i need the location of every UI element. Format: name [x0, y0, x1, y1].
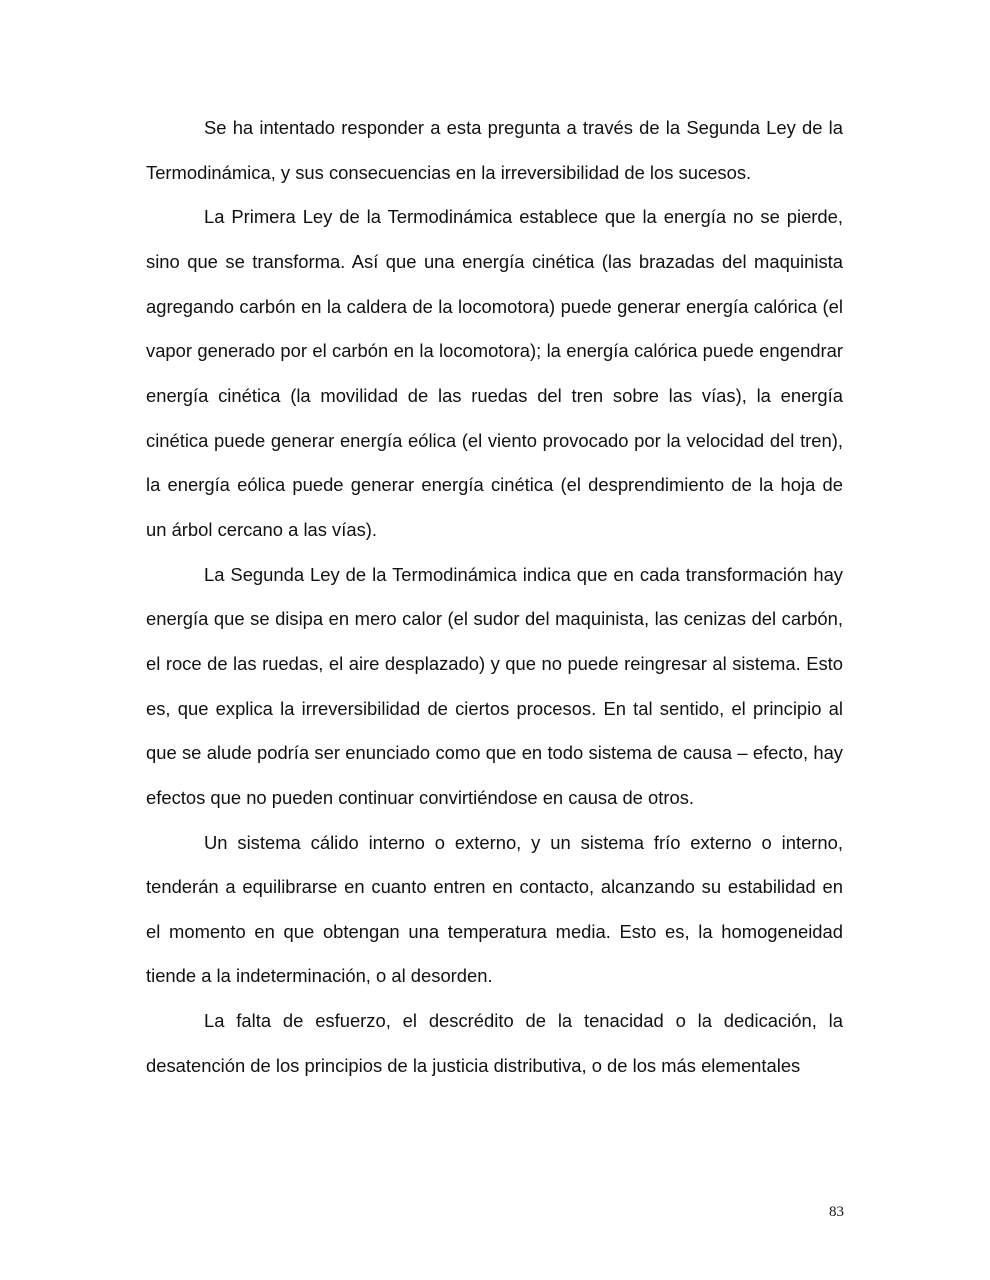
page-number: 83: [829, 1204, 844, 1220]
paragraph: Un sistema cálido interno o externo, y un sistema frío externo o interno, tenderán a equilibrarse en cuanto entren en contacto, alcanzando su estabilidad en el momento en que obtengan una temperatura media. Esto es, la homogeneidad tiende a la indeterminación, o al desorden.: [146, 831, 843, 987]
paragraph: La falta de esfuerzo, el descrédito de la tenacidad o la dedicación, la desatención de los principios de la justicia distributiva, o de los más elementales: [146, 1010, 843, 1076]
paragraph: Se ha intentado responder a esta pregunta a través de la Segunda Ley de la Termodinámica, y sus consecuencias en la irreversibilidad de los sucesos.: [146, 117, 843, 183]
body-text: [146, 106, 843, 1088]
paragraph: La Segunda Ley de la Termodinámica indica que en cada transformación hay energía que se disipa en mero calor (el sudor del maquinista, las cenizas del carbón, el roce de las ruedas, el aire desplazado) y que no puede reingresar al sistema. Esto es, que explica la irreversibilidad de ciertos procesos. En tal sentido, el principio al que se alude podría ser enunciado como que en todo sistema de causa – efecto, hay efectos que no pueden continuar convirtiéndose en causa de otros.: [146, 563, 843, 808]
paragraph: La Primera Ley de la Termodinámica establece que la energía no se pierde, sino que se transforma. Así que una energía cinética (las brazadas del maquinista agregando carbón en la caldera de la locomotora) puede generar energía calórica (el vapor generado por el carbón en la locomotora); la energía calórica puede engendrar energía cinética (la movilidad de las ruedas del tren sobre las vías), la energía cinética puede generar energía eólica (el viento provocado por la velocidad del tren), la energía eólica puede generar energía cinética (el desprendimiento de la hoja de un árbol cercano a las vías).: [146, 206, 843, 540]
